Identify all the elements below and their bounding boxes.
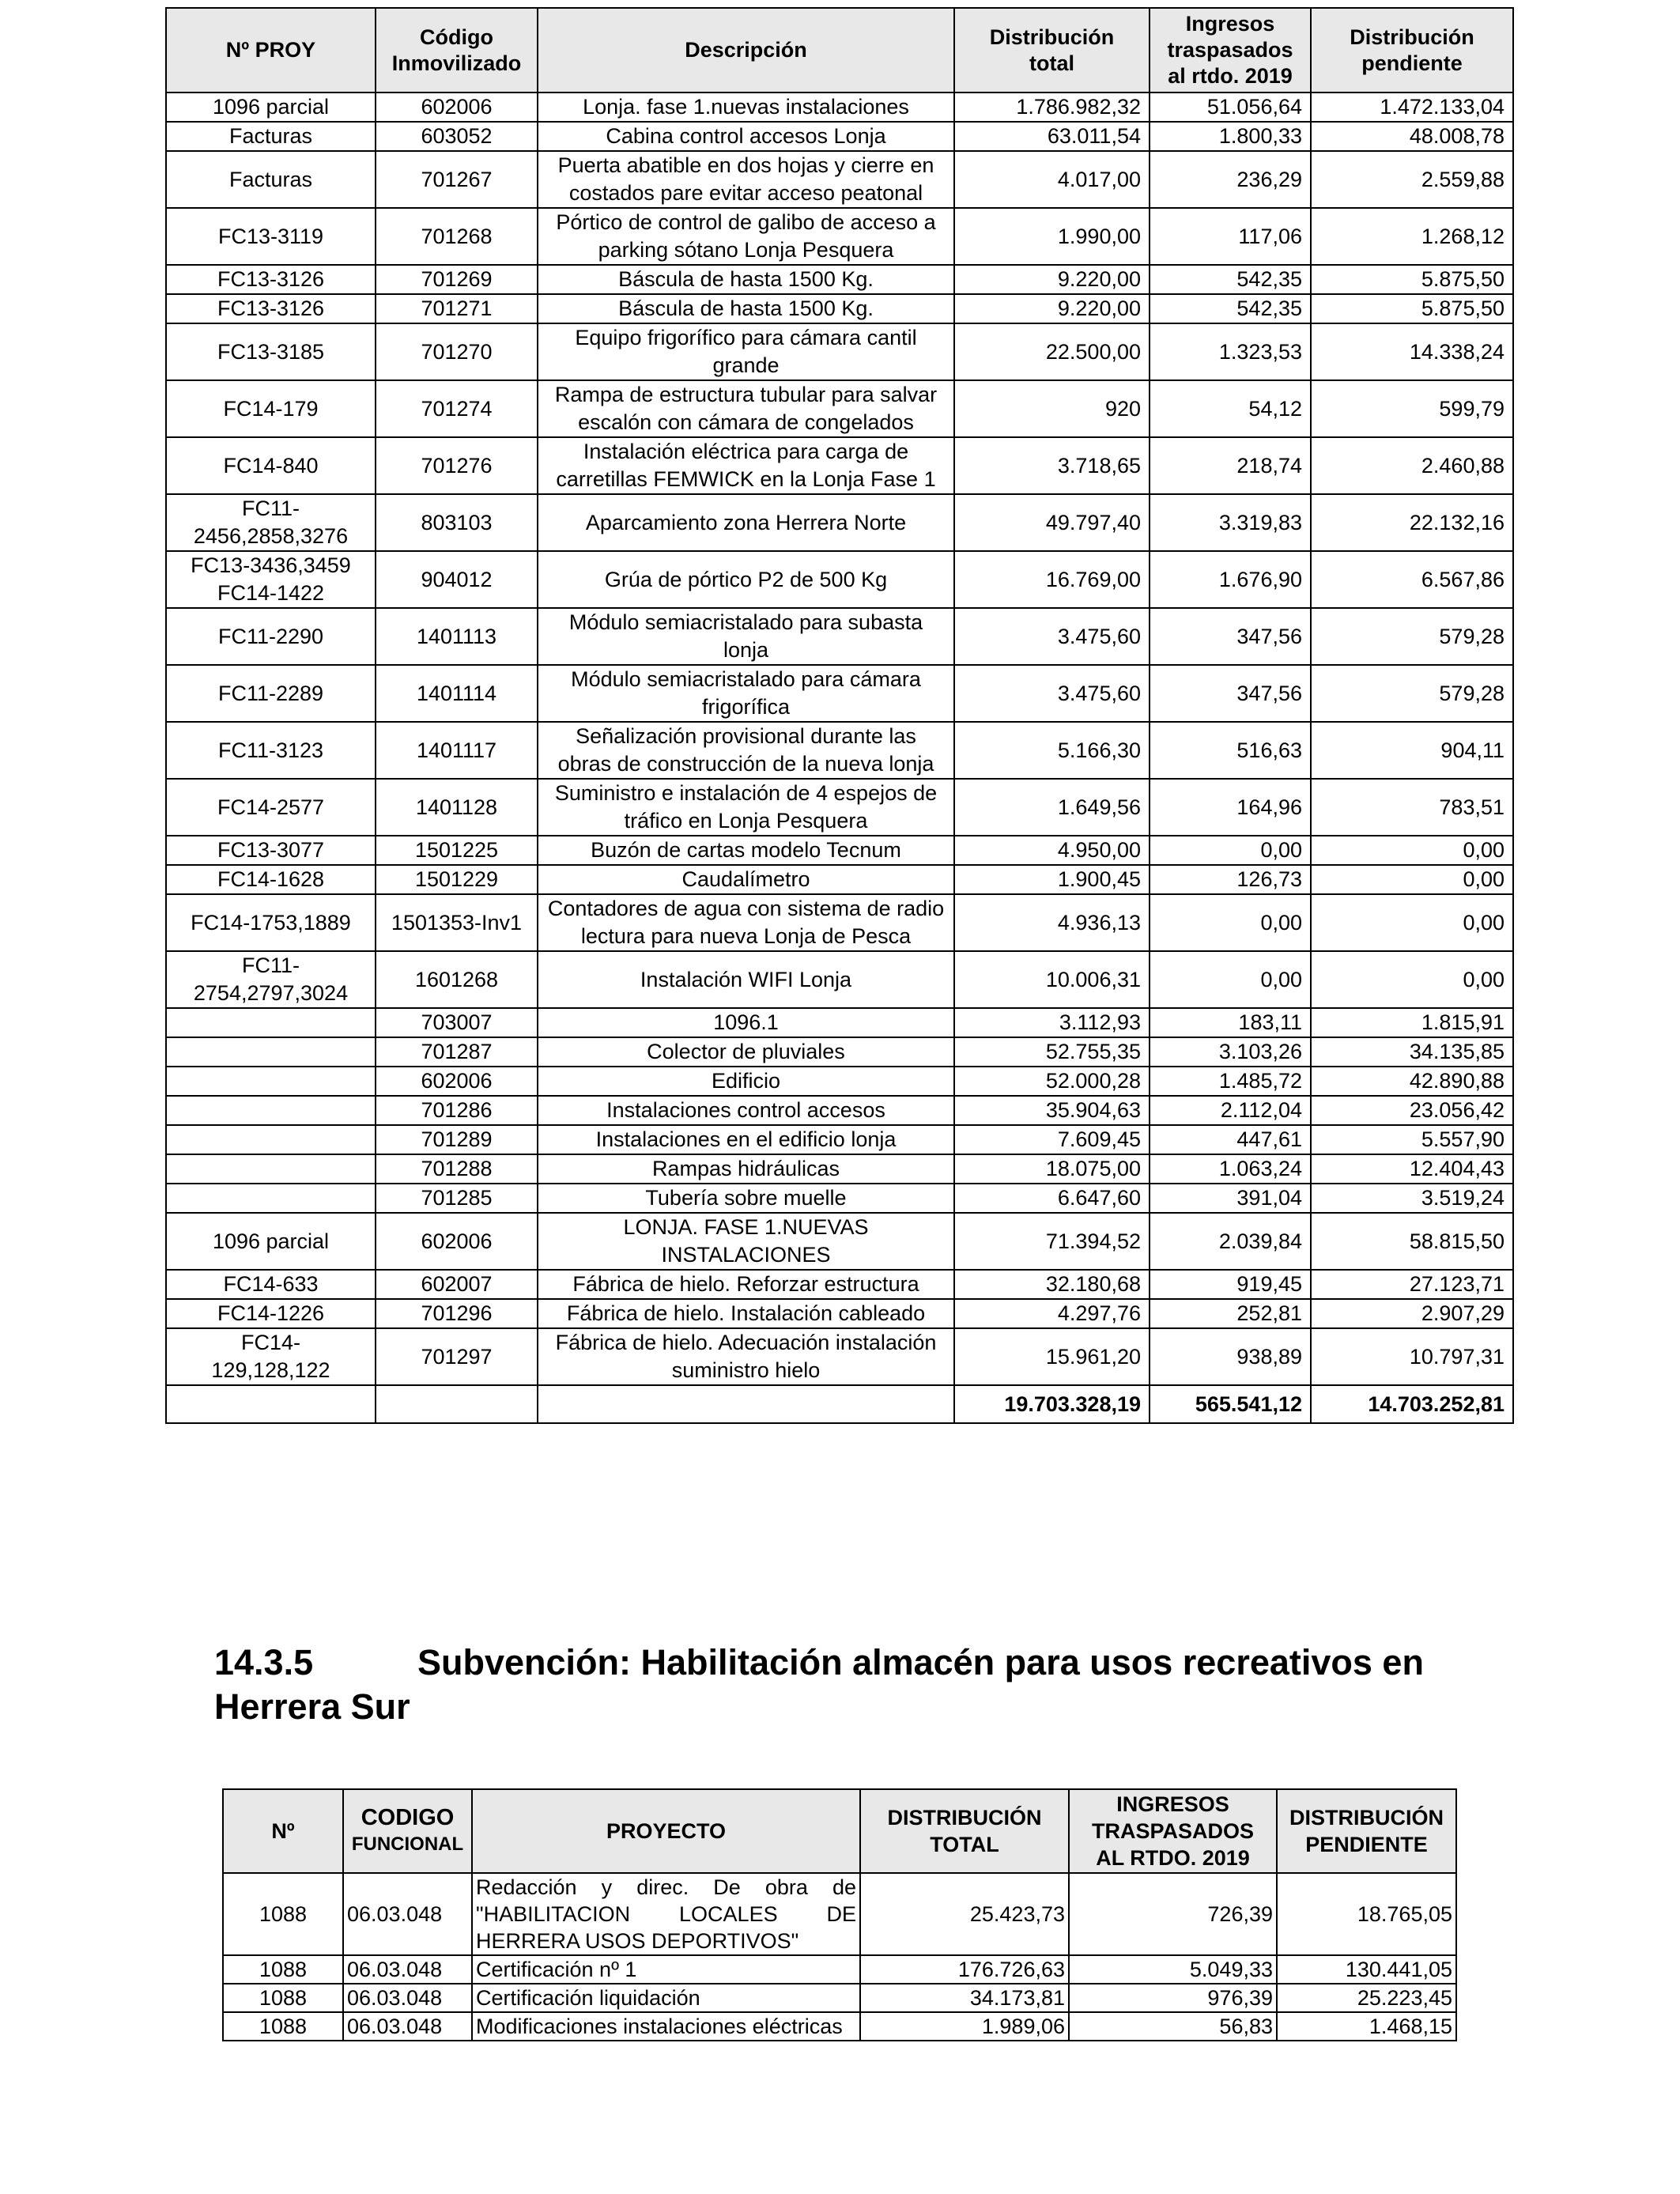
- cell-distribucion-pendiente: 2.460,88: [1311, 437, 1513, 494]
- cell-ingresos: 183,11: [1150, 1008, 1311, 1037]
- cell-distribucion-pendiente: 0,00: [1311, 894, 1513, 951]
- cell-descripcion: Equipo frigorífico para cámara cantil grande: [538, 323, 954, 380]
- cell-codigo: 701271: [376, 294, 538, 323]
- cell-distribucion-total: 52.000,28: [954, 1067, 1150, 1096]
- cell-distribucion-total: 3.112,93: [954, 1008, 1150, 1037]
- cell-codigo: 701268: [376, 208, 538, 265]
- cell-ingresos: 164,96: [1150, 779, 1311, 836]
- cell-ingresos: 51.056,64: [1150, 93, 1311, 122]
- table-body: [166, 93, 1513, 1385]
- table-row: [166, 93, 1513, 122]
- cell-codigo: 1501225: [376, 836, 538, 865]
- cell-distribucion-total: 15.961,20: [954, 1328, 1150, 1385]
- cell-distribucion-pendiente: 599,79: [1311, 380, 1513, 437]
- table-row: [166, 380, 1513, 437]
- cell-n: 1088: [223, 2012, 343, 2041]
- totals-empty-cell: [538, 1385, 954, 1423]
- totals-row: [166, 1385, 1513, 1423]
- cell-distribucion-total: 18.075,00: [954, 1154, 1150, 1184]
- table-header-row: [223, 1789, 1456, 1873]
- cell-distribucion-pendiente: 5.875,50: [1311, 294, 1513, 323]
- cell-ingresos: 1.485,72: [1150, 1067, 1311, 1096]
- section-title: Subvención: Habilitación almacén para usos recreativos en Herrera Sur: [214, 1642, 1424, 1727]
- cell-n-proy: FC11-2289: [166, 665, 376, 722]
- cell-n-proy: [166, 1037, 376, 1067]
- cell-n-proy: FC14-179: [166, 380, 376, 437]
- cell-distribucion-pendiente: 22.132,16: [1311, 494, 1513, 551]
- cell-descripcion: Módulo semiacristalado para subasta lonja: [538, 608, 954, 665]
- cell-distribucion-pendiente: 10.797,31: [1311, 1328, 1513, 1385]
- table-header-row: [166, 8, 1513, 93]
- cell-ingresos: 976,39: [1069, 1984, 1277, 2012]
- cell-n-proy: FC14-2577: [166, 779, 376, 836]
- cell-descripcion: Buzón de cartas modelo Tecnum: [538, 836, 954, 865]
- cell-distribucion-total: 71.394,52: [954, 1213, 1150, 1270]
- cell-codigo: 703007: [376, 1008, 538, 1037]
- cell-n: 1088: [223, 1984, 343, 2012]
- cell-ingresos: 919,45: [1150, 1270, 1311, 1299]
- cell-distribucion-total: 4.950,00: [954, 836, 1150, 865]
- cell-descripcion: Tubería sobre muelle: [538, 1184, 954, 1213]
- cell-distribucion-pendiente: 18.765,05: [1277, 1873, 1456, 1955]
- cell-n-proy: [166, 1067, 376, 1096]
- cell-descripcion: Instalación eléctrica para carga de carretillas FEMWICK en la Lonja Fase 1: [538, 437, 954, 494]
- header-funcional-label: FUNCIONAL: [351, 1833, 464, 1855]
- cell-distribucion-pendiente: 5.875,50: [1311, 265, 1513, 294]
- cell-distribucion-pendiente: 1.268,12: [1311, 208, 1513, 265]
- cell-descripcion: Báscula de hasta 1500 Kg.: [538, 265, 954, 294]
- table-row: [166, 722, 1513, 779]
- cell-codigo: 603052: [376, 122, 538, 151]
- cell-ingresos: 447,61: [1150, 1125, 1311, 1154]
- cell-distribucion-total: 1.900,45: [954, 865, 1150, 894]
- cell-codigo-funcional: 06.03.048: [343, 2012, 472, 2041]
- cell-n-proy: FC13-3185: [166, 323, 376, 380]
- cell-codigo: 701267: [376, 151, 538, 208]
- cell-distribucion-pendiente: 27.123,71: [1311, 1270, 1513, 1299]
- cell-proyecto: Certificación liquidación: [472, 1984, 860, 2012]
- cell-distribucion-total: 176.726,63: [860, 1955, 1069, 1984]
- cell-distribucion-total: 4.936,13: [954, 894, 1150, 951]
- cell-ingresos: 1.063,24: [1150, 1154, 1311, 1184]
- cell-codigo: 701287: [376, 1037, 538, 1067]
- cell-distribucion-pendiente: 14.338,24: [1311, 323, 1513, 380]
- table-body: [223, 1873, 1456, 2041]
- cell-ingresos: 3.103,26: [1150, 1037, 1311, 1067]
- cell-distribucion-pendiente: 0,00: [1311, 836, 1513, 865]
- cell-n-proy: FC14-1753,1889: [166, 894, 376, 951]
- cell-descripcion: Instalaciones en el edificio lonja: [538, 1125, 954, 1154]
- cell-descripcion: Báscula de hasta 1500 Kg.: [538, 294, 954, 323]
- cell-n-proy: FC13-3119: [166, 208, 376, 265]
- cell-distribucion-total: 920: [954, 380, 1150, 437]
- cell-descripcion: Fábrica de hielo. Adecuación instalación suministro hielo: [538, 1328, 954, 1385]
- header-distribucion-total: DISTRIBUCIÓN TOTAL: [860, 1789, 1069, 1873]
- cell-codigo: 701286: [376, 1096, 538, 1125]
- cell-distribucion-total: 3.475,60: [954, 665, 1150, 722]
- table-row: [166, 608, 1513, 665]
- cell-distribucion-total: 63.011,54: [954, 122, 1150, 151]
- cell-distribucion-pendiente: 2.907,29: [1311, 1299, 1513, 1328]
- cell-distribucion-pendiente: 58.815,50: [1311, 1213, 1513, 1270]
- cell-n-proy: FC14-840: [166, 437, 376, 494]
- table-row: [166, 1008, 1513, 1037]
- table-row: [166, 151, 1513, 208]
- cell-distribucion-pendiente: 1.815,91: [1311, 1008, 1513, 1037]
- cell-descripcion: Suministro e instalación de 4 espejos de tráfico en Lonja Pesquera: [538, 779, 954, 836]
- header-distribucion-pendiente: DISTRIBUCIÓN PENDIENTE: [1277, 1789, 1456, 1873]
- cell-codigo: 701269: [376, 265, 538, 294]
- total-pendiente: 14.703.252,81: [1311, 1385, 1513, 1423]
- cell-ingresos: 726,39: [1069, 1873, 1277, 1955]
- cell-n-proy: Facturas: [166, 122, 376, 151]
- cell-codigo: 1501353-Inv1: [376, 894, 538, 951]
- cell-n-proy: FC11-2290: [166, 608, 376, 665]
- cell-n-proy: FC13-3126: [166, 294, 376, 323]
- cell-distribucion-total: 35.904,63: [954, 1096, 1150, 1125]
- cell-ingresos: 54,12: [1150, 380, 1311, 437]
- cell-codigo: 1501229: [376, 865, 538, 894]
- cell-codigo: 1601268: [376, 951, 538, 1008]
- cell-descripcion: Edificio: [538, 1067, 954, 1096]
- cell-distribucion-total: 4.297,76: [954, 1299, 1150, 1328]
- table-row: [166, 265, 1513, 294]
- cell-ingresos: 938,89: [1150, 1328, 1311, 1385]
- table-row: [166, 1184, 1513, 1213]
- cell-descripcion: LONJA. FASE 1.NUEVAS INSTALACIONES: [538, 1213, 954, 1270]
- cell-n-proy: [166, 1154, 376, 1184]
- cell-ingresos: 0,00: [1150, 836, 1311, 865]
- cell-distribucion-total: 6.647,60: [954, 1184, 1150, 1213]
- cell-distribucion-total: 16.769,00: [954, 551, 1150, 608]
- cell-ingresos: 1.676,90: [1150, 551, 1311, 608]
- cell-distribucion-pendiente: 2.559,88: [1311, 151, 1513, 208]
- header-proyecto: PROYECTO: [472, 1789, 860, 1873]
- table-row: [166, 1067, 1513, 1096]
- cell-distribucion-total: 4.017,00: [954, 151, 1150, 208]
- table-row: [166, 494, 1513, 551]
- cell-descripcion: Puerta abatible en dos hojas y cierre en costados pare evitar acceso peatonal: [538, 151, 954, 208]
- table-row: [166, 294, 1513, 323]
- cell-ingresos: 0,00: [1150, 894, 1311, 951]
- cell-descripcion: Señalización provisional durante las obras de construcción de la nueva lonja: [538, 722, 954, 779]
- header-n-proy: Nº PROY: [166, 8, 376, 93]
- totals-empty-cell: [376, 1385, 538, 1423]
- table-row: [166, 551, 1513, 608]
- cell-distribucion-total: 22.500,00: [954, 323, 1150, 380]
- cell-distribucion-pendiente: 904,11: [1311, 722, 1513, 779]
- table-row: [166, 1037, 1513, 1067]
- cell-proyecto: Redacción y direc. De obra de "HABILITACION LOCALES DE HERRERA USOS DEPORTIVOS": [472, 1873, 860, 1955]
- table-row: [166, 894, 1513, 951]
- total-ingresos: 565.541,12: [1150, 1385, 1311, 1423]
- table-row: [223, 1873, 1456, 1955]
- cell-distribucion-total: 34.173,81: [860, 1984, 1069, 2012]
- distribution-table: [165, 7, 1514, 1424]
- table-row: [223, 1955, 1456, 1984]
- table-row: [223, 2012, 1456, 2041]
- table-row: [166, 779, 1513, 836]
- section-number: 14.3.5: [214, 1642, 314, 1682]
- header-codigo-inmovilizado: Código Inmovilizado: [376, 8, 538, 93]
- cell-descripcion: Módulo semiacristalado para cámara frigorífica: [538, 665, 954, 722]
- cell-distribucion-total: 52.755,35: [954, 1037, 1150, 1067]
- table-row: [166, 122, 1513, 151]
- table-row: [223, 1984, 1456, 2012]
- cell-distribucion-total: 3.475,60: [954, 608, 1150, 665]
- subvencion-table: [222, 1788, 1457, 2041]
- cell-descripcion: Instalación WIFI Lonja: [538, 951, 954, 1008]
- cell-n-proy: FC11-3123: [166, 722, 376, 779]
- cell-descripcion: Caudalímetro: [538, 865, 954, 894]
- cell-n: 1088: [223, 1955, 343, 1984]
- cell-distribucion-pendiente: 3.519,24: [1311, 1184, 1513, 1213]
- cell-codigo: 701285: [376, 1184, 538, 1213]
- table-row: [166, 323, 1513, 380]
- cell-descripcion: Instalaciones control accesos: [538, 1096, 954, 1125]
- cell-distribucion-pendiente: 23.056,42: [1311, 1096, 1513, 1125]
- cell-ingresos: 0,00: [1150, 951, 1311, 1008]
- cell-codigo: 701289: [376, 1125, 538, 1154]
- cell-ingresos: 126,73: [1150, 865, 1311, 894]
- cell-ingresos: 117,06: [1150, 208, 1311, 265]
- cell-distribucion-total: 1.649,56: [954, 779, 1150, 836]
- table-row: [166, 1299, 1513, 1328]
- cell-n-proy: FC11- 2754,2797,3024: [166, 951, 376, 1008]
- cell-n: 1088: [223, 1873, 343, 1955]
- table-row: [166, 1328, 1513, 1385]
- cell-codigo: 701297: [376, 1328, 538, 1385]
- cell-n-proy: 1096 parcial: [166, 93, 376, 122]
- cell-distribucion-pendiente: 42.890,88: [1311, 1067, 1513, 1096]
- cell-codigo: 803103: [376, 494, 538, 551]
- cell-descripcion: Contadores de agua con sistema de radio lectura para nueva Lonja de Pesca: [538, 894, 954, 951]
- cell-descripcion: Colector de pluviales: [538, 1037, 954, 1067]
- cell-distribucion-pendiente: 6.567,86: [1311, 551, 1513, 608]
- cell-n-proy: FC14- 129,128,122: [166, 1328, 376, 1385]
- table-row: [166, 1096, 1513, 1125]
- cell-ingresos: 1.800,33: [1150, 122, 1311, 151]
- cell-distribucion-total: 1.990,00: [954, 208, 1150, 265]
- cell-ingresos: 347,56: [1150, 665, 1311, 722]
- cell-distribucion-total: 32.180,68: [954, 1270, 1150, 1299]
- cell-codigo: 1401128: [376, 779, 538, 836]
- cell-n-proy: [166, 1184, 376, 1213]
- cell-ingresos: 5.049,33: [1069, 1955, 1277, 1984]
- table-row: [166, 836, 1513, 865]
- cell-ingresos: 542,35: [1150, 294, 1311, 323]
- cell-ingresos: 391,04: [1150, 1184, 1311, 1213]
- cell-n-proy: [166, 1096, 376, 1125]
- cell-distribucion-total: 10.006,31: [954, 951, 1150, 1008]
- cell-n-proy: Facturas: [166, 151, 376, 208]
- cell-distribucion-total: 3.718,65: [954, 437, 1150, 494]
- cell-codigo: 701296: [376, 1299, 538, 1328]
- cell-ingresos: 56,83: [1069, 2012, 1277, 2041]
- cell-distribucion-pendiente: 48.008,78: [1311, 122, 1513, 151]
- cell-descripcion: Aparcamiento zona Herrera Norte: [538, 494, 954, 551]
- cell-codigo-funcional: 06.03.048: [343, 1955, 472, 1984]
- header-distribucion-total: Distribución total: [954, 8, 1150, 93]
- cell-n-proy: FC14-1226: [166, 1299, 376, 1328]
- cell-ingresos: 2.112,04: [1150, 1096, 1311, 1125]
- total-distribucion: 19.703.328,19: [954, 1385, 1150, 1423]
- table-row: [166, 1154, 1513, 1184]
- cell-distribucion-pendiente: 783,51: [1311, 779, 1513, 836]
- header-distribucion-pendiente: Distribución pendiente: [1311, 8, 1513, 93]
- cell-codigo: 701276: [376, 437, 538, 494]
- cell-distribucion-total: 1.786.982,32: [954, 93, 1150, 122]
- cell-distribucion-total: 9.220,00: [954, 265, 1150, 294]
- cell-distribucion-total: 9.220,00: [954, 294, 1150, 323]
- cell-descripcion: Pórtico de control de galibo de acceso a parking sótano Lonja Pesquera: [538, 208, 954, 265]
- cell-n-proy: [166, 1125, 376, 1154]
- cell-codigo: 1401114: [376, 665, 538, 722]
- header-n: Nº: [223, 1789, 343, 1873]
- cell-codigo-funcional: 06.03.048: [343, 1984, 472, 2012]
- header-ingresos-traspasados: Ingresos traspasados al rtdo. 2019: [1150, 8, 1311, 93]
- cell-descripcion: Lonja. fase 1.nuevas instalaciones: [538, 93, 954, 122]
- cell-ingresos: 516,63: [1150, 722, 1311, 779]
- cell-descripcion: Cabina control accesos Lonja: [538, 122, 954, 151]
- table-row: [166, 208, 1513, 265]
- header-codigo-label: CODIGO: [361, 1805, 455, 1830]
- cell-n-proy: FC13-3126: [166, 265, 376, 294]
- table-row: [166, 865, 1513, 894]
- cell-ingresos: 347,56: [1150, 608, 1311, 665]
- cell-distribucion-pendiente: 12.404,43: [1311, 1154, 1513, 1184]
- cell-descripcion: Rampas hidráulicas: [538, 1154, 954, 1184]
- table-row: [166, 665, 1513, 722]
- cell-descripcion: Rampa de estructura tubular para salvar escalón con cámara de congelados: [538, 380, 954, 437]
- table-row: [166, 437, 1513, 494]
- cell-n-proy: FC13-3077: [166, 836, 376, 865]
- cell-n-proy: FC14-633: [166, 1270, 376, 1299]
- cell-ingresos: 542,35: [1150, 265, 1311, 294]
- cell-codigo-funcional: 06.03.048: [343, 1873, 472, 1955]
- cell-ingresos: 3.319,83: [1150, 494, 1311, 551]
- table-row: [166, 1125, 1513, 1154]
- cell-distribucion-total: 49.797,40: [954, 494, 1150, 551]
- cell-descripcion: Grúa de pórtico P2 de 500 Kg: [538, 551, 954, 608]
- table-row: [166, 1270, 1513, 1299]
- cell-codigo: 602007: [376, 1270, 538, 1299]
- header-ingresos-traspasados: INGRESOS TRASPASADOS AL RTDO. 2019: [1069, 1789, 1277, 1873]
- cell-proyecto: Modificaciones instalaciones eléctricas: [472, 2012, 860, 2041]
- section-heading: [214, 1641, 1511, 1729]
- cell-distribucion-pendiente: 34.135,85: [1311, 1037, 1513, 1067]
- cell-descripcion: 1096.1: [538, 1008, 954, 1037]
- cell-codigo: 701288: [376, 1154, 538, 1184]
- cell-distribucion-pendiente: 1.472.133,04: [1311, 93, 1513, 122]
- cell-distribucion-pendiente: 130.441,05: [1277, 1955, 1456, 1984]
- cell-codigo: 701270: [376, 323, 538, 380]
- cell-ingresos: 252,81: [1150, 1299, 1311, 1328]
- header-descripcion: Descripción: [538, 8, 954, 93]
- cell-ingresos: 2.039,84: [1150, 1213, 1311, 1270]
- totals-empty-cell: [166, 1385, 376, 1423]
- cell-codigo: 1401117: [376, 722, 538, 779]
- cell-codigo: 1401113: [376, 608, 538, 665]
- cell-distribucion-total: 25.423,73: [860, 1873, 1069, 1955]
- cell-codigo: 602006: [376, 93, 538, 122]
- table-row: [166, 951, 1513, 1008]
- cell-n-proy: FC14-1628: [166, 865, 376, 894]
- cell-codigo: 701274: [376, 380, 538, 437]
- cell-descripcion: Fábrica de hielo. Instalación cableado: [538, 1299, 954, 1328]
- cell-distribucion-pendiente: 5.557,90: [1311, 1125, 1513, 1154]
- cell-codigo: 904012: [376, 551, 538, 608]
- cell-ingresos: 218,74: [1150, 437, 1311, 494]
- cell-n-proy: 1096 parcial: [166, 1213, 376, 1270]
- cell-distribucion-pendiente: 25.223,45: [1277, 1984, 1456, 2012]
- cell-distribucion-total: 1.989,06: [860, 2012, 1069, 2041]
- cell-distribucion-pendiente: 579,28: [1311, 608, 1513, 665]
- cell-descripcion: Fábrica de hielo. Reforzar estructura: [538, 1270, 954, 1299]
- cell-n-proy: FC11- 2456,2858,3276: [166, 494, 376, 551]
- cell-distribucion-pendiente: 0,00: [1311, 865, 1513, 894]
- cell-distribucion-total: 5.166,30: [954, 722, 1150, 779]
- table-row: [166, 1213, 1513, 1270]
- header-codigo-funcional: [343, 1789, 472, 1873]
- cell-n-proy: [166, 1008, 376, 1037]
- cell-codigo: 602006: [376, 1213, 538, 1270]
- cell-codigo: 602006: [376, 1067, 538, 1096]
- cell-distribucion-pendiente: 1.468,15: [1277, 2012, 1456, 2041]
- cell-n-proy: FC13-3436,3459 FC14-1422: [166, 551, 376, 608]
- cell-distribucion-pendiente: 579,28: [1311, 665, 1513, 722]
- cell-ingresos: 236,29: [1150, 151, 1311, 208]
- cell-proyecto: Certificación nº 1: [472, 1955, 860, 1984]
- cell-distribucion-total: 7.609,45: [954, 1125, 1150, 1154]
- cell-distribucion-pendiente: 0,00: [1311, 951, 1513, 1008]
- cell-ingresos: 1.323,53: [1150, 323, 1311, 380]
